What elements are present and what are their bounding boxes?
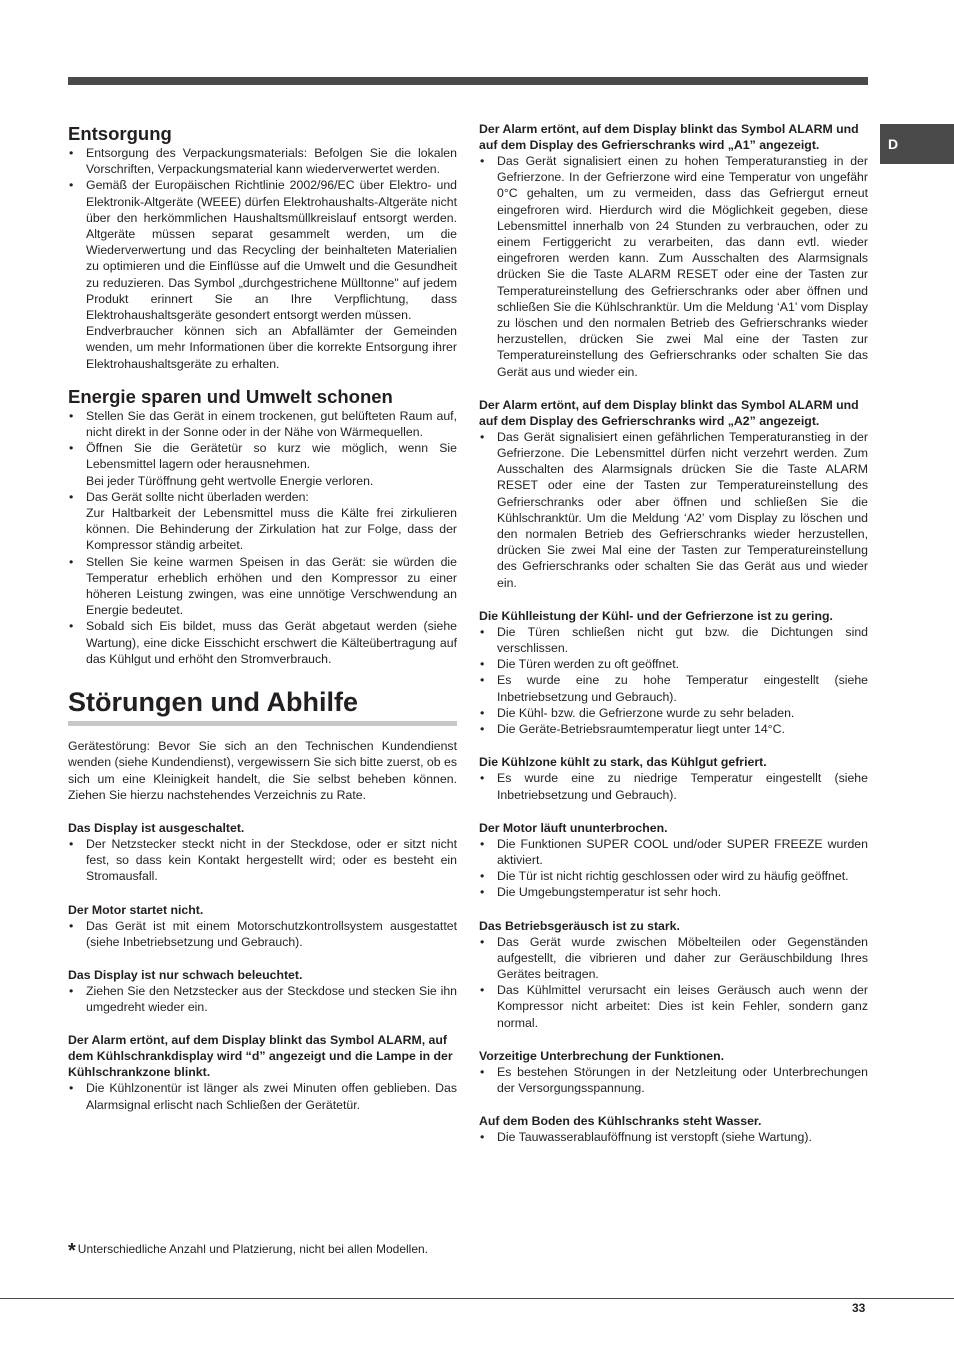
section-title-entsorgung: Entsorgung <box>68 123 172 144</box>
list-item: • Der Netzstecker steckt nicht in der Steckdose, oder er sitzt nicht fest, so dass kein Kontakt hergestellt wird; oder es besteht ein Stromausfall. <box>68 836 457 885</box>
trouble-heading: Das Display ist nur schwach beleuchtet. <box>68 967 303 982</box>
list-item: • Die Kühlzonentür ist länger als zwei Minuten offen geblieben. Das Alarmsignal erlischt nach Schließen der Gerätetür. <box>68 1080 457 1112</box>
language-tab: D <box>880 124 954 164</box>
list-item: • Das Gerät signalisiert einen gefährlichen Temperaturanstieg in der Gefrierzone. Die Lebensmittel dürfen nicht verzehrt werden. Zum Ausschalten des Alarmsignals drücken Sie die Taste ALARM RESET oder eine der Tasten zur Temperatureinstellung des Gefrierschranks oder aber öffnen und schließen Sie die Kühlschranktür. Um die Meldung ‘A2’ vom Display zu löschen und den normalen Betrieb des Gefrierschranks wieder herzustellen, drücken Sie zwei Mal eine der Tasten zur Temperatureinstellung des Gefrierschranks oder schalten Sie das Gerät aus und wieder ein. <box>479 429 868 591</box>
trouble-heading: Der Motor startet nicht. <box>68 902 204 917</box>
trouble-heading: Die Kühlleistung der Kühl- und der Gefrierzone ist zu gering. <box>479 608 833 623</box>
list-item: • Das Gerät sollte nicht überladen werden: Zur Haltbarkeit der Lebensmittel muss die Kälte frei zirkulieren können. Die Behinderung der Zirkulation hat zur Folge, dass der Kompressor ständig arbeitet. <box>68 489 457 554</box>
trouble-section <box>479 397 868 591</box>
page-title: Störungen und Abhilfe <box>68 685 457 726</box>
trouble-heading: Der Motor läuft ununterbrochen. <box>479 820 668 835</box>
list-item: • Die Funktionen SUPER COOL und/oder SUPER FREEZE wurden aktiviert. <box>479 836 868 868</box>
list-item: • Es wurde eine zu hohe Temperatur eingestellt (siehe Inbetriebsetzung und Gebrauch). <box>479 672 868 704</box>
list-item: • Es bestehen Störungen in der Netzleitung oder Unterbrechungen der Versorgungsspannung. <box>479 1064 868 1096</box>
list-item: • Stellen Sie keine warmen Speisen in das Gerät: sie würden die Temperatur erheblich erhöhen und den Kompressor zu einer höheren Leistung zwingen, was eine unnötige Verschwendung an Energie bedeutet. <box>68 554 457 619</box>
footnote <box>68 1240 428 1260</box>
bottom-rule <box>0 1298 954 1299</box>
entsorgung-list <box>68 145 457 372</box>
trouble-heading: Auf dem Boden des Kühlschranks steht Wasser. <box>479 1114 762 1129</box>
trouble-heading: Der Alarm ertönt, auf dem Display blinkt das Symbol ALARM, auf dem Kühlschrankdisplay wird “d” angezeigt und die Lampe in der Kühlschrankzone blinkt. <box>68 1033 453 1080</box>
trouble-section <box>479 918 868 1031</box>
trouble-section <box>68 902 457 950</box>
section-title-energie: Energie sparen und Umwelt schonen <box>68 385 393 407</box>
list-item: • Öffnen Sie die Gerätetür so kurz wie möglich, wenn Sie Lebensmittel lagern oder herausnehmen. Bei jeder Türöffnung geht wertvolle Energie verloren. <box>68 440 457 489</box>
trouble-section <box>479 754 868 802</box>
list-item: • Das Gerät ist mit einem Motorschutzkontrollsystem ausgestattet (siehe Inbetriebsetzung und Gebrauch). <box>68 918 457 950</box>
list-item: • Das Kühlmittel verursacht ein leises Geräusch auch wenn der Kompressor nicht arbeitet: Dies ist kein Fehler, sondern ganz normal. <box>479 982 868 1031</box>
trouble-section <box>479 1113 868 1145</box>
trouble-section <box>68 820 457 885</box>
list-item: • Gemäß der Europäischen Richtlinie 2002/96/EC über Elektro- und Elektronik-Altgeräte (WEEE) dürfen Elektrohaushalts-Altgeräte nicht über den herkömmlichen Haushaltsmüllkreislauf entsorgt werden. Altgeräte müssen separat gesammelt werden, um die Wiederverwertung und das Recycling der beinhalteten Materialien zu optimieren und die Einflüsse auf die Umwelt und die Gesundheit zu reduzieren. Das Symbol „durchgestrichene Mülltonne" auf jedem Produkt erinnert Sie an Ihre Verpflichtung, dass Elektrohaushaltsgeräte gesondert entsorgt werden müssen. Endverbraucher können sich an Abfallämter der Gemeinden wenden, um mehr Informationen über die korrekte Entsorgung ihrer Elektrohaushaltsgeräte zu erhalten. <box>68 177 457 371</box>
trouble-section <box>68 967 457 1015</box>
trouble-section <box>479 121 868 380</box>
asterisk: * <box>68 1240 76 1262</box>
trouble-heading: Die Kühlzone kühlt zu stark, das Kühlgut gefriert. <box>479 755 767 770</box>
list-item: • Die Tauwasserablauföffnung ist verstopft (siehe Wartung). <box>479 1129 868 1145</box>
list-item: • Ziehen Sie den Netzstecker aus der Steckdose und stecken Sie ihn umgedreht wieder ein. <box>68 983 457 1015</box>
trouble-heading: Der Alarm ertönt, auf dem Display blinkt das Symbol ALARM und auf dem Display des Gefrierschranks wird „A1” angezeigt. <box>479 122 859 152</box>
trouble-section <box>479 608 868 737</box>
list-item: • Die Geräte-Betriebsraumtemperatur liegt unter 14°C. <box>479 721 868 737</box>
list-item: • Das Gerät wurde zwischen Möbelteilen oder Gegenständen aufgestellt, die vibrieren und daher zur Geräuschbildung Ihres Gerätes beitragen. <box>479 934 868 983</box>
trouble-heading: Vorzeitige Unterbrechung der Funktionen. <box>479 1048 725 1063</box>
list-item: • Stellen Sie das Gerät in einem trockenen, gut belüfteten Raum auf, nicht direkt in der Sonne oder in der Nähe von Wärmequellen. <box>68 408 457 440</box>
footnote-text: Unterschiedliche Anzahl und Platzierung, nicht bei allen Modellen. <box>77 1242 429 1256</box>
list-item-extra: Endverbraucher können sich an Abfallämter der Gemeinden wenden, um mehr Informationen über die korrekte Entsorgung ihrer Elektrohaushaltsgeräte zu erhalten. <box>86 324 457 371</box>
right-column <box>479 121 868 1145</box>
list-item: • Das Gerät signalisiert einen zu hohen Temperaturanstieg in der Gefrierzone. In der Gefrierzone wird eine Temperatur von ungefähr 0°C gehalten, um zu vermeiden, dass das Gefriergut erneut eingefroren wird. Hierdurch wird die Möglichkeit gegeben, diese Lebensmittel innerhalb von 24 Stunden zu verbrauchen, oder zu einem Fertiggericht zu verarbeiten, das dann evtl. wieder eingefroren werden kann. Zum Ausschalten des Alarmsignals drücken Sie die Taste ALARM RESET oder eine der Tasten zur Temperatureinstellung des Gefrierschranks oder aber öffnen und schließen Sie die Kühlschranktür. Um die Meldung ‘A1’ vom Display zu löschen und den normalen Betrieb des Gefrierschranks wieder herzustellen, drücken Sie zwei Mal eine der Tasten zur Temperatureinstellung des Gefrierschranks oder schalten Sie das Gerät aus und wieder ein. <box>479 153 868 380</box>
energie-list <box>68 408 457 667</box>
trouble-heading: Der Alarm ertönt, auf dem Display blinkt das Symbol ALARM und auf dem Display des Gefrierschranks wird „A2” angezeigt. <box>479 397 859 428</box>
list-item: • Die Umgebungstemperatur ist sehr hoch. <box>479 884 868 900</box>
list-item: • Die Tür ist nicht richtig geschlossen oder wird zu häufig geöffnet. <box>479 868 868 884</box>
trouble-section <box>479 1048 868 1096</box>
list-item: • Die Kühl- bzw. die Gefrierzone wurde zu sehr beladen. <box>479 705 868 721</box>
top-rule <box>68 77 868 85</box>
left-column <box>68 123 457 1113</box>
intro-paragraph: Gerätestörung: Bevor Sie sich an den Technischen Kundendienst wenden (siehe Kundendienst), vergewissern Sie sich bitte zuerst, ob es sich um eine Kleinigkeit handelt, die Sie selbst beheben können. Ziehen Sie hierzu nachstehendes Verzeichnis zu Rate. <box>68 739 457 802</box>
list-item: • Die Türen schließen nicht gut bzw. die Dichtungen sind verschlissen. <box>479 624 868 656</box>
trouble-section <box>479 820 868 901</box>
list-item: • Es wurde eine zu niedrige Temperatur eingestellt (siehe Inbetriebsetzung und Gebrauch). <box>479 770 868 802</box>
trouble-heading: Das Display ist ausgeschaltet. <box>68 820 245 835</box>
list-item: • Entsorgung des Verpackungsmaterials: Befolgen Sie die lokalen Vorschriften, Verpackungsmaterial kann wiederverwertet werden. <box>68 145 457 177</box>
list-item: • Die Türen werden zu oft geöffnet. <box>479 656 868 672</box>
list-item: • Sobald sich Eis bildet, muss das Gerät abgetaut werden (siehe Wartung), eine dicke Eisschicht erschwert die Kälteübertragung auf das Kühlgut und erhöht den Stromverbrauch. <box>68 618 457 667</box>
trouble-heading: Das Betriebsgeräusch ist zu stark. <box>479 918 680 933</box>
page-number: 33 <box>852 1301 866 1315</box>
trouble-section <box>68 1032 457 1112</box>
